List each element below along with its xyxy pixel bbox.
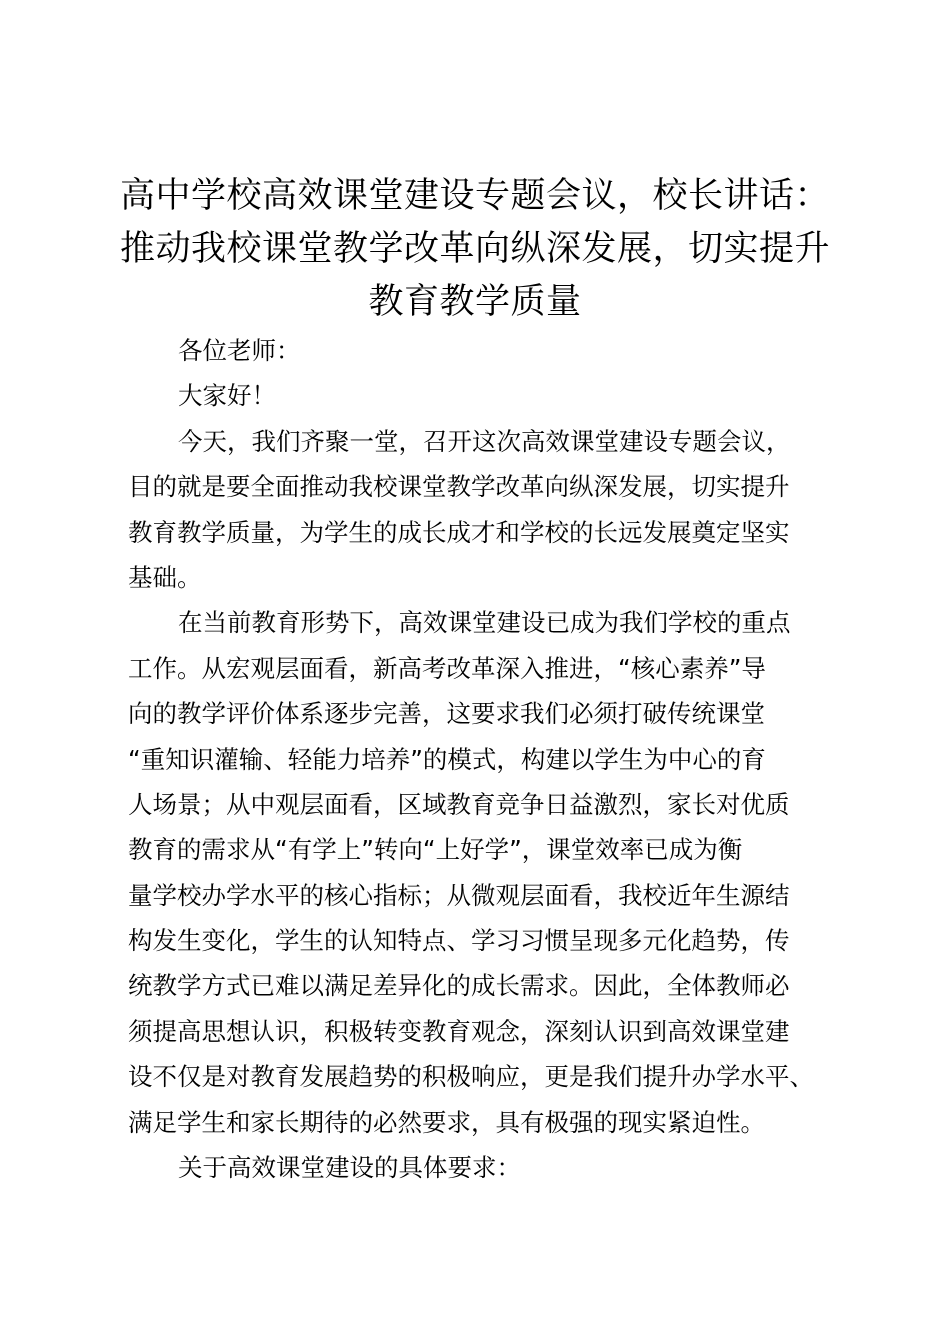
paragraph-line: 满足学生和家长期待的必然要求，具有极强的现实紧迫性。 <box>128 1107 765 1137</box>
salutation-paragraph <box>128 328 848 373</box>
paragraph-line: 工作。从宏观层面看，新高考改革深入推进，“核心素养”导 <box>128 653 766 683</box>
paragraph-line: 教育教学质量，为学生的成长成才和学校的长远发展奠定坚实 <box>128 517 790 547</box>
document-title <box>110 170 840 329</box>
salutation-line: 各位老师： <box>178 336 301 365</box>
context-paragraph <box>128 600 848 1145</box>
greeting-line: 大家好！ <box>178 381 276 411</box>
paragraph-line: 在当前教育形势下，高效课堂建设已成为我们学校的重点 <box>178 608 791 638</box>
paragraph-line: 关于高效课堂建设的具体要求： <box>178 1153 521 1183</box>
paragraph-line: 设不仅是对教育发展趋势的积极响应，更是我们提升办学水平、 <box>128 1062 814 1092</box>
paragraph-line: 教育的需求从“有学上”转向“上好学”，课堂效率已成为衡 <box>128 835 743 865</box>
paragraph-line: 量学校办学水平的核心指标；从微观层面看，我校近年生源结 <box>128 880 790 910</box>
paragraph-line: “重知识灌输、轻能力培养”的模式，构建以学生为中心的育 <box>128 744 766 774</box>
paragraph-line: 基础。 <box>128 562 202 592</box>
paragraph-line: 须提高思想认识，积极转变教育观念，深刻认识到高效课堂建 <box>128 1016 790 1046</box>
paragraph-line: 向的教学评价体系逐步完善，这要求我们必须打破传统课堂 <box>128 699 765 729</box>
paragraph-line: 统教学方式已难以满足差异化的成长需求。因此，全体教师必 <box>128 971 790 1001</box>
paragraph-line: 人场景；从中观层面看，区域教育竞争日益激烈，家长对优质 <box>128 789 790 819</box>
paragraph-line: 今天，我们齐聚一堂，召开这次高效课堂建设专题会议， <box>178 426 791 456</box>
requirements-heading-paragraph <box>128 1145 848 1190</box>
title-line-2: 推动我校课堂教学改革向纵深发展，切实提升 <box>119 229 830 269</box>
paragraph-line: 目的就是要全面推动我校课堂教学改革向纵深发展，切实提升 <box>128 472 790 502</box>
document-body <box>128 328 848 1190</box>
paragraph-line: 构发生变化，学生的认知特点、学习习惯呈现多元化趋势，传 <box>128 926 790 956</box>
greeting-paragraph <box>128 373 848 418</box>
title-line-1: 高中学校高效课堂建设专题会议，校长讲话： <box>119 176 830 216</box>
intro-paragraph <box>128 419 848 601</box>
title-line-3: 教育教学质量 <box>368 282 582 322</box>
